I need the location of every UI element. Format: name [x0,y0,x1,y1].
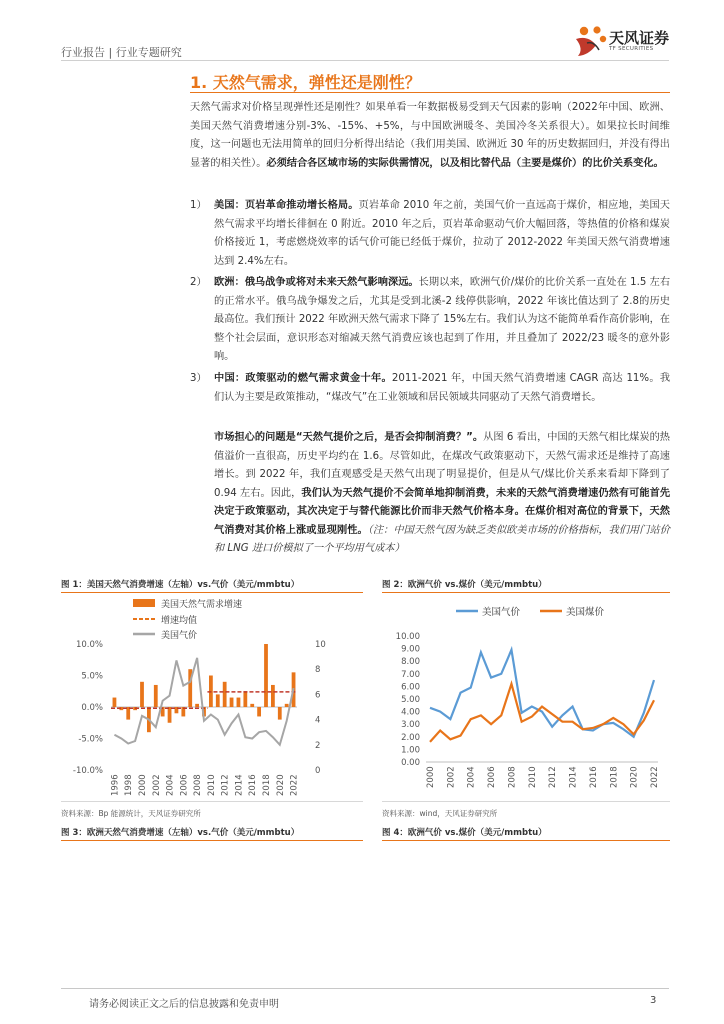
y-tick-label: 9.00 [401,644,420,655]
y-tick-label: 3.00 [401,720,420,731]
bar-demand-growth [237,698,241,707]
y-right-tick-label: 4 [315,715,321,726]
fig1-rule [61,592,363,593]
y-tick-label: 8.00 [401,657,420,668]
legend-label: 美国气价 [161,631,198,641]
market-text: 从图 6 看出，中国的天然气相比煤炭的热值溢价一直很高，历史平均约在 1.6。尽管如此，在煤改气政策驱动下，天然气需求还是维持了高速增长。到 2022 年，我们直观感受是天然气出现了明显提价，但是从气/煤比价关系来看却下降到了 0.94 左右。因此， [214,432,670,499]
line-gas-price [430,650,654,737]
x-tick-label: 2016 [248,774,259,796]
list-item-europe [190,274,670,367]
x-tick-label: 1996 [110,774,121,796]
legend-label: 美国气价 [482,607,521,618]
y-right-tick-label: 0 [315,766,321,776]
bar-demand-growth [243,691,247,707]
market-paragraph [214,429,670,559]
intro-text: 天然气需求对价格呈现弹性还是刚性？如果单看一年数据极易受到天气因素的影响（2022年中国、欧洲、美国天然气消费增速分别-3%、-15%、+5%，与中国欧洲暖冬、美国冷冬关系很大）。如果拉长时间维度，这一问题也无法用简单的回归分析得出结论（我们用美国、欧洲近 30 年的历史数据回归，并没有得出显著的相关性）。 [190,102,670,169]
item-heading: 中国：政策驱动的燃气需求黄金十年。 [214,373,392,384]
bar-demand-growth [168,707,172,723]
x-tick-label: 2008 [507,766,518,788]
fig2-bottom-rule [382,801,670,802]
section-title: 1. 天然气需求，弹性还是刚性？ [190,73,421,92]
y-tick-label: 7.00 [401,669,420,680]
fig1-title: 图 1：美国天然气消费增速（左轴）vs.气价（美元/mmbtu） [61,580,300,590]
fig3-rule [61,840,363,841]
section-rule [190,92,670,93]
fig2-source: 资料来源：wind，天风证券研究所 [382,809,498,818]
y-left-tick-label: 0.0% [81,703,103,713]
bar-demand-growth [216,694,220,707]
y-left-tick-label: -10.0% [72,766,103,776]
y-right-tick-label: 8 [315,665,321,676]
item-number: 3） [190,373,207,384]
brand-mark-icon [574,25,608,59]
bar-demand-growth [257,707,261,716]
page-number: 3 [650,995,657,1006]
fig2-rule [382,592,670,593]
x-tick-label: 1998 [124,774,135,796]
x-tick-label: 2012 [220,774,231,796]
item-heading: 美国：页岩革命推动增长格局。 [214,200,359,211]
bar-demand-growth [271,685,275,707]
x-tick-label: 2018 [609,766,620,788]
x-tick-label: 2018 [262,774,272,796]
legend-label: 增速均值 [161,616,198,626]
x-tick-label: 2016 [588,766,599,788]
fig3-title: 图 3：欧洲天然气消费增速（左轴）vs.气价（美元/mmbtu） [61,828,300,838]
x-tick-label: 2014 [568,766,579,788]
x-tick-label: 2012 [548,766,559,788]
bar-demand-growth [113,698,117,707]
x-tick-label: 2020 [275,774,286,796]
list-item-china [190,370,670,407]
footer-divider [61,988,669,989]
item-heading: 欧洲：俄乌战争或将对未来天然气影响深远。 [214,277,419,288]
y-right-tick-label: 6 [315,690,321,701]
bar-demand-growth [140,682,144,707]
footer-disclaimer: 请务必阅读正文之后的信息披露和免责申明 [89,999,279,1010]
x-tick-label: 2008 [193,774,204,796]
fig2-title: 图 2：欧洲气价 vs.煤价（美元/mmbtu） [382,580,547,590]
legend-label: 美国天然气需求增速 [161,600,243,610]
fig2-chart [382,596,670,800]
item-text: 2011-2021 年，中国天然气消费增速 CAGR 高达 11%。我们认为主要是政策推动，“煤改气”在工业领域和居民领域共同驱动了天然气消费增长。 [214,373,671,403]
x-tick-label: 2022 [650,766,660,788]
bar-demand-growth [264,644,268,707]
x-tick-label: 2002 [151,774,162,796]
y-right-tick-label: 2 [315,740,321,751]
x-tick-label: 2002 [446,766,457,788]
market-bold: 我们认为天然气提价不会简单地抑制消费，未来的天然气消费增速仍然有可能首先决定于政策驱动，其次决定于与替代能源比价而非天然气价格本身。在煤价相对高位的背景下，天然气消费对其价格上涨或显现刚性。 [214,487,671,536]
fig1-source: 资料来源：Bp 能源统计，天风证券研究所 [61,809,201,818]
brand-sub: TF SECURITIES [609,46,654,52]
item-text: 页岩革命 2010 年之前，美国气价一直远高于煤价，相应地，美国天然气需求平均增长徘徊在 0 附近。2010 年之后，页岩革命驱动气价大幅回落，等热值的价格和煤炭价格接近 1，考虑燃烧效率的话气价可能已经低于煤价，拉动了 2012-2022 年美国天然气消费增速达到 2.4%左右。 [214,200,670,267]
y-tick-label: 6.00 [401,682,420,693]
intro-bold: 必须结合各区域市场的实际供需情况，以及相比替代品（主要是煤价）的比价关系变化。 [266,157,664,169]
item-number: 2） [190,277,207,288]
fig1-chart [61,596,363,800]
y-tick-label: 0.00 [401,758,420,768]
y-left-tick-label: 10.0% [75,640,103,650]
y-tick-label: 2.00 [401,732,420,743]
bar-demand-growth [154,685,158,707]
x-tick-label: 2000 [426,766,436,788]
y-tick-label: 5.00 [401,695,420,705]
y-tick-label: 1.00 [401,745,420,756]
item-number: 1） [190,200,207,211]
brand-name: 天风证券 [609,29,670,47]
y-tick-label: 10.00 [395,632,420,642]
legend-swatch-demand [133,599,155,607]
x-tick-label: 2004 [165,774,176,796]
y-tick-label: 4.00 [401,707,420,718]
x-tick-label: 2014 [234,774,245,796]
fig1-bottom-rule [61,801,363,802]
market-lead: 市场担心的问题是“天然气提价之后，是否会抑制消费？”。 [214,432,484,443]
y-left-tick-label: 5.0% [81,671,103,682]
x-tick-label: 2006 [487,766,498,788]
fig4-rule [382,840,670,841]
y-left-tick-label: -5.0% [78,734,103,745]
fig4-title: 图 4：欧洲气价 vs.煤价（美元/mmbtu） [382,828,547,838]
report-type: 行业报告 | 行业专题研究 [61,46,182,59]
bar-demand-growth [230,698,234,707]
bar-demand-growth [223,682,227,707]
legend-label: 美国煤价 [566,607,605,618]
brand-logo [574,25,674,61]
x-tick-label: 2020 [629,766,640,788]
bar-demand-growth [285,704,289,707]
market-note: （注：中国天然气因为缺乏类似欧美市场的价格指标，我们用门站价和 LNG 进口价模拟了一个平均用气成本） [214,524,670,554]
x-tick-label: 2022 [289,774,300,796]
bar-demand-growth [250,704,254,707]
x-tick-label: 2010 [527,766,538,788]
y-right-tick-label: 10 [315,640,326,650]
list-item-us [190,197,670,271]
x-tick-label: 2010 [206,774,217,796]
intro-paragraph [190,99,670,173]
x-tick-label: 2006 [179,774,190,796]
bar-demand-growth [278,707,282,720]
x-tick-label: 2004 [466,766,477,788]
bar-demand-growth [195,704,199,707]
x-tick-label: 2000 [138,774,148,796]
item-text: 长期以来，欧洲气价/煤价的比价关系一直处在 1.5 左右的正常水平。俄乌战争爆发之后，尤其是受到北溪-2 线停供影响，2022 年该比值达到了 2.8的历史最高位。我们预计 2022 年欧洲天然气需求下降了 15%左右。我们认为这不能简单看作高价影响，在整个社会层面，意识形态对缩减天然气消费应该也起到了作用，并且叠加了 2022/23 暖冬的意外影响。 [214,277,671,362]
